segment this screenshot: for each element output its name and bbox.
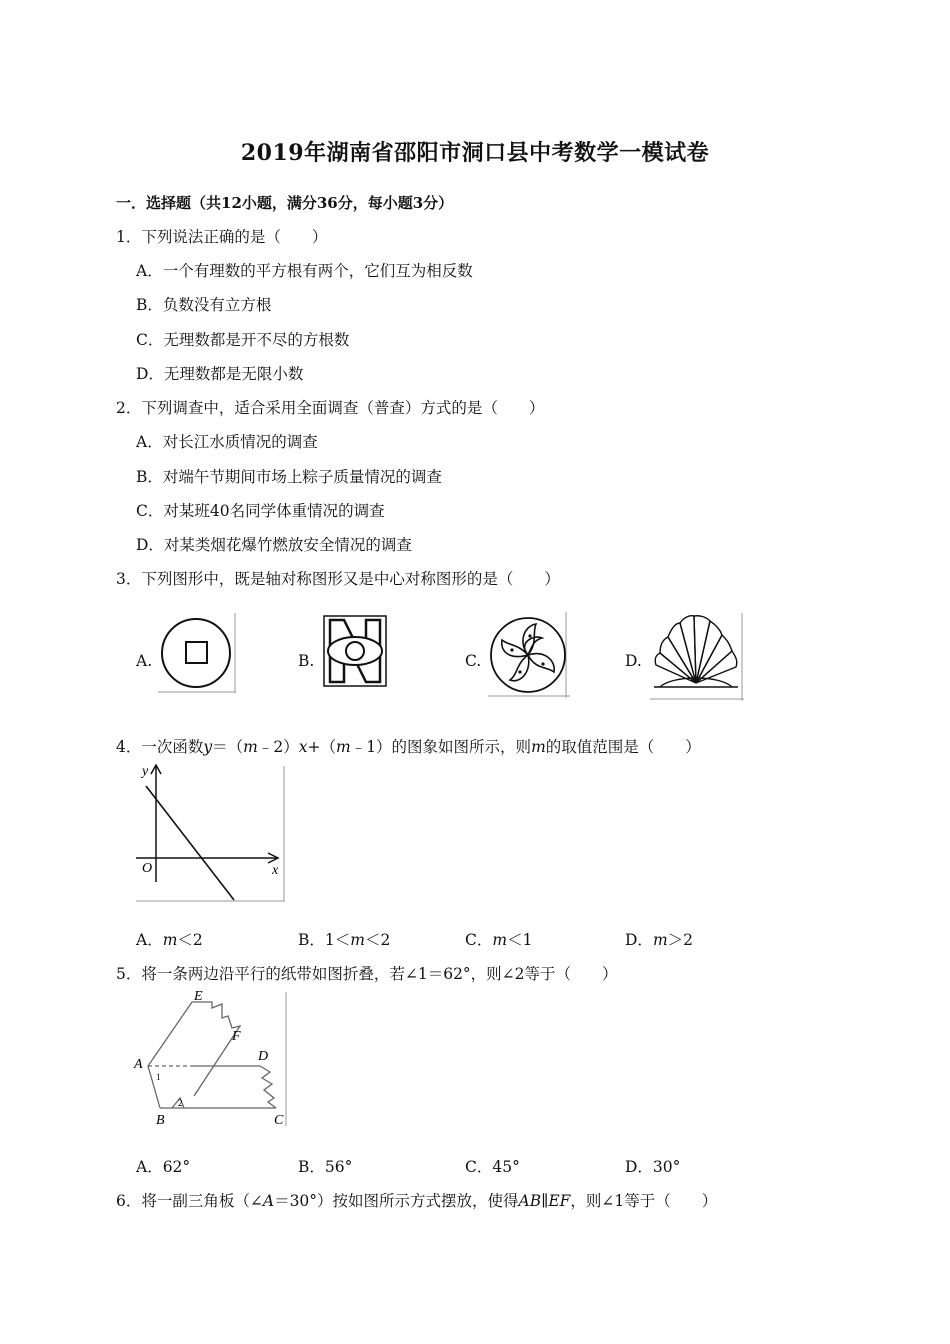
q4-function-line: [146, 786, 234, 900]
q6-var-ab: AB: [518, 1192, 542, 1210]
q4-stem-text: +（: [307, 738, 336, 756]
q4-var-y: y: [203, 738, 213, 756]
q5-stem: 5．将一条两边沿平行的纸带如图折叠，若∠1＝62°，则∠2等于（ ）: [116, 965, 618, 983]
q4-stem-text: 4．一次函数: [116, 738, 204, 756]
q4-graph-figure: [134, 762, 288, 904]
q5-label-d: D: [258, 1049, 269, 1064]
q3-figure-b-letter-n-eye: [322, 614, 388, 688]
q3-figure-d-fan-shell: [650, 613, 744, 701]
q3-label-a: A.: [136, 652, 153, 670]
q4-option-a: [136, 928, 203, 950]
section-heading: 一．选择题（共12小题，满分36分，每小题3分）: [116, 194, 454, 212]
q4-stem-text: ﹣2）: [257, 738, 299, 756]
q4-var-m: m: [243, 738, 258, 756]
q4-option-d-text: ＞2: [667, 931, 694, 949]
q1-option-c: C．无理数都是开不尽的方根数: [136, 331, 350, 349]
q4-option-c: [465, 928, 532, 950]
q5-label-a: A: [134, 1057, 143, 1072]
q4-axis-y-label: y: [142, 764, 149, 779]
q5-angle-2-label: 2: [178, 1098, 183, 1108]
q4-option-d-text: D．: [625, 931, 653, 949]
q4-stem-text: 的取值范围是（ ）: [545, 738, 701, 756]
q6-stem-text: 6．将一副三角板（∠: [116, 1192, 263, 1210]
q5-option-a: A．62°: [136, 1158, 191, 1176]
q2-option-a: A．对长江水质情况的调查: [136, 433, 318, 451]
q4-axis-x-label: x: [272, 863, 279, 878]
q4-var-m: m: [350, 931, 365, 949]
q4-var-m: m: [531, 738, 546, 756]
q2-option-d: D．对某类烟花爆竹燃放安全情况的调查: [136, 536, 412, 554]
q5-label-e: E: [194, 989, 203, 1004]
q5-option-b: B．56°: [298, 1158, 353, 1176]
q5-option-c: C．45°: [465, 1158, 520, 1176]
q2-option-b: B．对端午节期间市场上粽子质量情况的调查: [136, 468, 442, 486]
q6-var-ef: EF: [548, 1192, 571, 1210]
q1-stem: 1．下列说法正确的是（ ）: [116, 228, 328, 246]
q3-figure-c-bauhinia: [488, 612, 570, 698]
q5-label-f: F: [232, 1029, 241, 1044]
q3-label-c: C.: [465, 652, 482, 670]
q5-folded-strip-figure: [132, 988, 290, 1126]
q4-option-b-text: B．1＜: [298, 931, 351, 949]
q6-stem: [116, 1189, 717, 1211]
q4-var-m: m: [335, 738, 351, 756]
q4-option-c-text: ＜1: [507, 931, 533, 949]
q6-stem-text: ，则∠1等于（ ）: [570, 1192, 718, 1210]
q4-stem: [116, 735, 701, 757]
page-title: 2019年湖南省邵阳市洞口县中考数学一模试卷: [240, 140, 710, 166]
q4-var-m: m: [162, 931, 178, 949]
q5-label-c: C: [274, 1113, 284, 1126]
q3-stem: 3．下列图形中，既是轴对称图形又是中心对称图形的是（ ）: [116, 570, 560, 588]
q1-option-d: D．无理数都是无限小数: [136, 365, 304, 383]
q5-angle-1-label: 1: [156, 1072, 161, 1082]
q4-var-m: m: [652, 931, 668, 949]
q2-stem: 2．下列调查中，适合采用全面调查（普查）方式的是（ ）: [116, 399, 545, 417]
q4-stem-text: ＝（: [212, 738, 244, 756]
q4-option-a-text: ＜2: [177, 931, 203, 949]
q4-origin-label: O: [142, 861, 153, 876]
q3-figure-a-circle-square: [158, 613, 236, 693]
q5-option-d: D．30°: [625, 1158, 681, 1176]
q3-label-b: B.: [298, 652, 315, 670]
q4-option-b-text: ＜2: [364, 931, 391, 949]
q4-var-x: x: [298, 738, 308, 756]
q6-stem-text: ∥: [541, 1192, 549, 1210]
q6-stem-text: ＝30°）按如图所示方式摆放，使得: [274, 1192, 519, 1210]
q3-label-d: D.: [625, 652, 642, 670]
q4-var-m: m: [492, 931, 508, 949]
q1-option-a: A．一个有理数的平方根有两个，它们互为相反数: [136, 262, 473, 280]
q1-option-b: B．负数没有立方根: [136, 296, 272, 314]
q2-option-c: C．对某班40名同学体重情况的调查: [136, 502, 385, 520]
q5-label-b: B: [156, 1113, 165, 1126]
q4-option-c-text: C．: [465, 931, 493, 949]
q6-var-a: A: [262, 1192, 275, 1210]
q4-option-b: [298, 928, 390, 950]
q4-option-d: [625, 928, 693, 950]
q4-stem-text: ﹣1）的图象如图所示，则: [350, 738, 532, 756]
q4-option-a-text: A．: [136, 931, 163, 949]
